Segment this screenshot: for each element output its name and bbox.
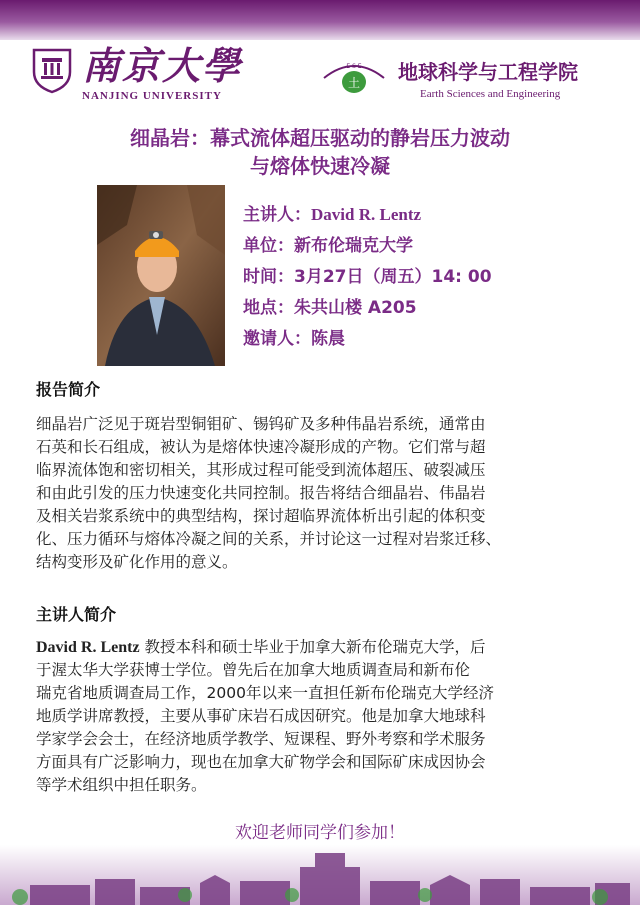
place-label: 地点： [243,298,294,318]
university-emblem-icon [30,46,74,94]
bio-line: 等学术组织中担任职务。 [36,776,207,794]
svg-text:土: 土 [347,76,361,90]
bio-line: 于渥太华大学获博士学位。曾先后在加拿大地质调查局和新布伦 [36,661,471,679]
nju-logo [30,43,243,102]
school-logo [318,56,578,100]
bio-line: 学家学会会士，在经济地质学教学、短课程、野外考察和学术服务 [36,730,486,748]
host-value: 陈晨 [311,329,345,349]
lecture-title [0,124,640,180]
welcome-message: 欢迎老师同学们参加！ [235,823,405,843]
place-row [243,293,492,324]
campus-skyline-illustration [0,845,640,905]
unit-label: 单位： [243,236,294,256]
speaker-photo [97,185,225,366]
bio-line: 瑞克省地质调查局工作，2000年以来一直担任新布伦瑞克大学经济 [36,684,494,702]
bio-first-line: 教授本科和硕士毕业于加拿大新布伦瑞克大学，后 [139,638,486,656]
university-name-en: NANJING UNIVERSITY [82,90,222,102]
abstract-line: 临界流体饱和密切相关，其形成过程可能受到流体超压、破裂减压 [36,461,486,479]
bio-heading: 主讲人简介 [36,605,117,624]
abstract-heading: 报告简介 [36,380,101,399]
speaker-label: 主讲人： [243,205,311,225]
abstract-line: 及相关岩浆系统中的典型结构，探讨超临界流体析出引起的体积变 [36,507,486,525]
unit-row [243,231,492,262]
lecture-info [243,199,492,355]
school-name-cn: 地球科学与工程学院 [398,60,578,84]
abstract-text [36,413,616,574]
svg-text:E S E: E S E [346,63,362,70]
time-row [243,262,492,293]
ese-logo-icon [318,58,390,98]
host-row [243,324,492,355]
abstract-line: 石英和长石组成，被认为是熔体快速冷凝形成的产物。它们常与超 [36,438,486,456]
bio-line: 方面具有广泛影响力，现也在加拿大矿物学会和国际矿床成因协会 [36,753,486,771]
speaker-row [243,199,492,231]
bio-line: 地质学讲席教授，主要从事矿床岩石成因研究。他是加拿大地球科 [36,707,486,725]
bio-text [36,636,616,797]
title-line-1: 细晶岩：幕式流体超压驱动的静岩压力波动 [130,126,510,150]
school-name-en: Earth Sciences and Engineering [420,88,561,100]
bio-speaker-name: David R. Lentz [36,639,140,656]
abstract-line: 结构变形及矿化作用的意义。 [36,553,238,571]
time-label: 时间： [243,267,294,287]
top-banner [0,0,640,40]
abstract-line: 和由此引发的压力快速变化共同控制。报告将结合细晶岩、伟晶岩 [36,484,486,502]
bio-line [36,636,616,659]
abstract-line: 细晶岩广泛见于斑岩型铜钼矿、锡钨矿及多种伟晶岩系统，通常由 [36,415,486,433]
unit-value: 新布伦瑞克大学 [294,236,413,256]
time-value: 3月27日（周五）14: 00 [294,267,492,287]
title-line-2: 与熔体快速冷凝 [250,154,390,178]
place-value: 朱共山楼 A205 [294,298,417,318]
abstract-line: 化、压力循环与熔体冷凝之间的关系，并讨论这一过程对岩浆迁移、 [36,530,502,548]
host-label: 邀请人： [243,329,311,349]
speaker-value: David R. Lentz [311,205,422,224]
university-name-cn: 南京大學 [82,43,243,88]
